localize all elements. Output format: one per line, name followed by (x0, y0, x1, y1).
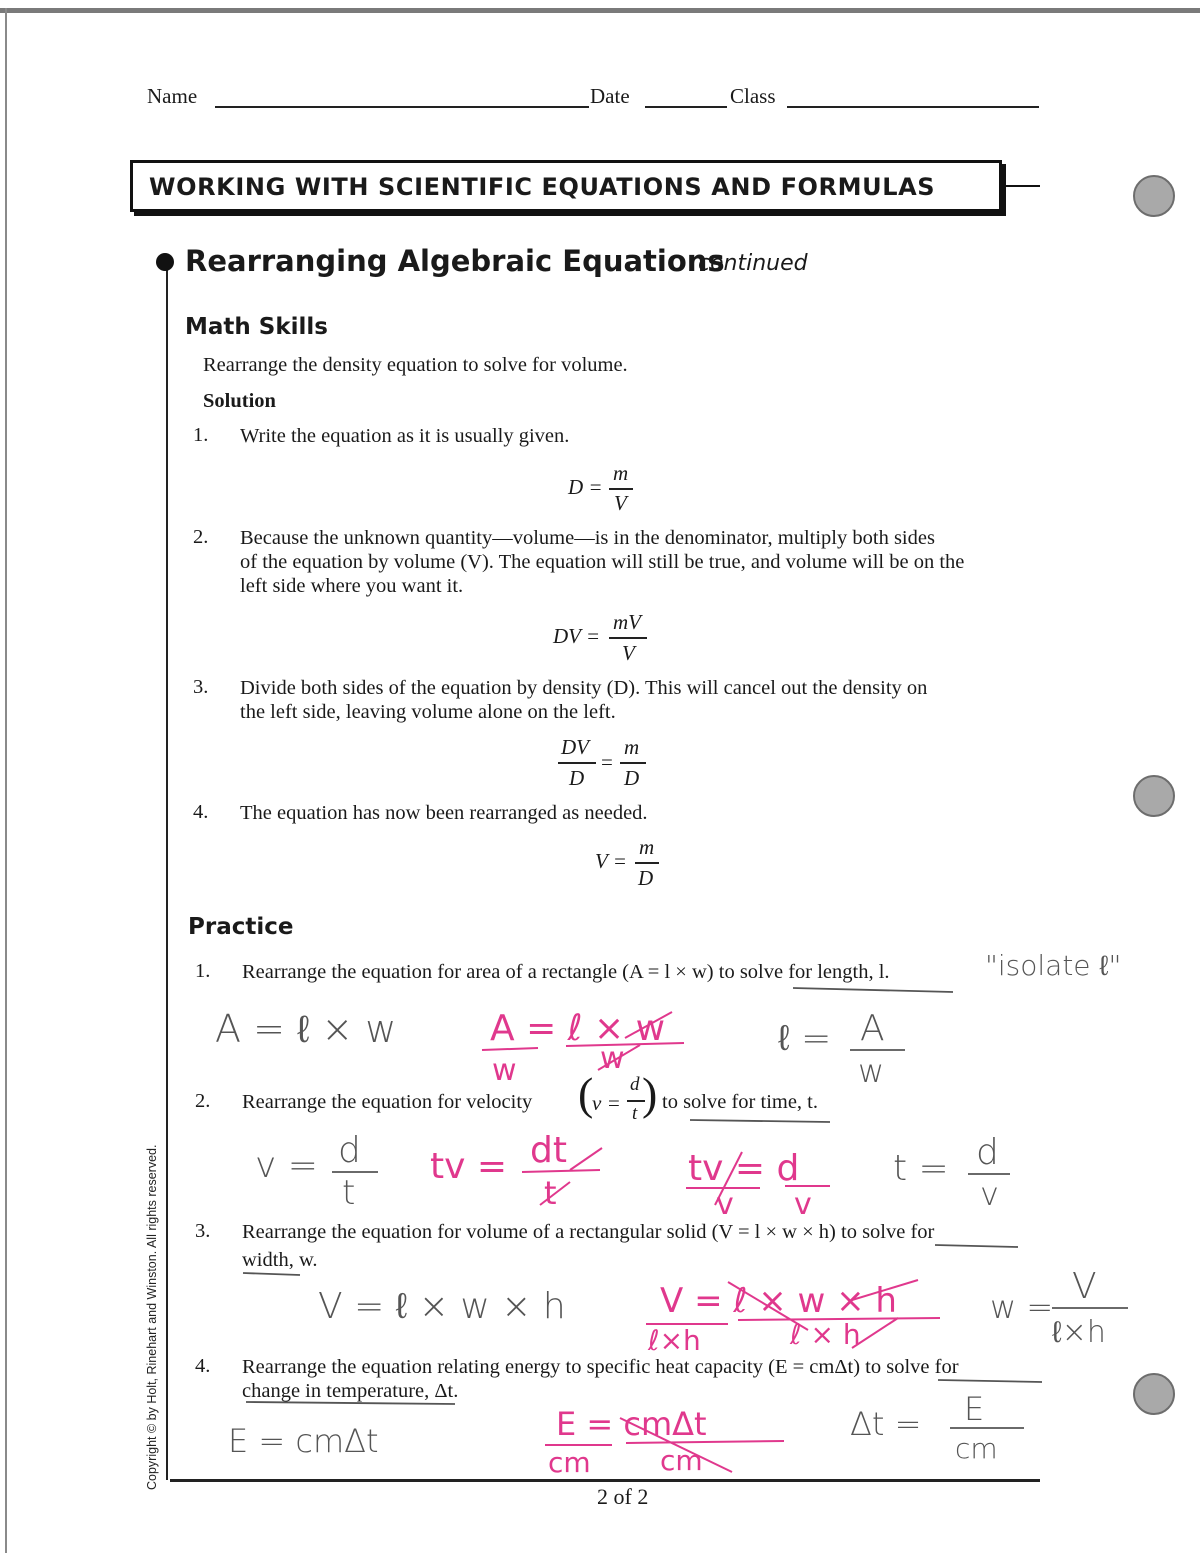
hw-p4-b-den-left: cm (548, 1446, 591, 1479)
step-2-eq-left: DV = (553, 624, 601, 648)
pink-cancel-stroke (570, 1148, 602, 1170)
practice-4-number: 4. (195, 1355, 211, 1377)
pencil-underline (243, 1273, 300, 1275)
step-2-eq-numerator: mV (613, 610, 641, 634)
step-3-eq-equals: = (601, 750, 613, 774)
step-2-eq-denominator: V (622, 641, 635, 665)
hw-isolate-note: "isolate ℓ" (985, 949, 1122, 982)
hw-p2-a-num: d (338, 1130, 361, 1171)
section-title: Rearranging Algebraic Equations (185, 244, 725, 278)
hw-p2-d-num: d (976, 1132, 999, 1173)
class-label: Class (730, 84, 776, 108)
practice-2-paren-numerator: d (630, 1074, 640, 1095)
copyright-notice: Copyright © by Holt, Rinehart and Winston. All rights reserved. (145, 1144, 159, 1490)
step-3-number: 3. (193, 676, 209, 698)
hw-p1-b: A = ℓ × w (490, 1008, 666, 1049)
name-label: Name (147, 84, 198, 108)
step-3-eq-right-denominator: D (624, 766, 640, 790)
page-number: 2 of 2 (597, 1484, 649, 1509)
practice-heading: Practice (188, 914, 294, 940)
math-skills-heading: Math Skills (185, 314, 328, 340)
step-2-number: 2. (193, 526, 209, 548)
solution-label: Solution (203, 390, 276, 412)
hw-p4-c-left: Δt = (850, 1405, 922, 1443)
step-2-text-line-3: left side where you want it. (240, 575, 464, 597)
pencil-underline (935, 1245, 1018, 1247)
practice-2-paren-left: v = (592, 1091, 621, 1115)
hw-p3-a: V = ℓ × w × h (318, 1286, 566, 1327)
pencil-underline (938, 1380, 1042, 1382)
hw-p2-d-den: v (980, 1175, 999, 1213)
hw-p1-b-den-right: w (600, 1041, 625, 1076)
practice-4-text-line-2: change in temperature, Δt. (242, 1380, 459, 1402)
step-4-eq-left: V = (595, 849, 627, 873)
practice-2-number: 2. (195, 1090, 211, 1112)
hw-p2-a-left: v = (255, 1145, 318, 1186)
pencil-underline (690, 1120, 830, 1122)
hw-p3-c-den: ℓ×h (1052, 1315, 1106, 1350)
step-3-eq-left-numerator: DV (561, 735, 589, 759)
hw-p4-a: E = cmΔt (228, 1422, 379, 1460)
hw-p2-c-den-right: v (794, 1187, 812, 1222)
practice-1-number: 1. (195, 960, 211, 982)
hw-p2-d-left: t = (893, 1148, 949, 1189)
hw-p4-c-den: cm (955, 1432, 998, 1465)
hw-p4-b-den-right: cm (660, 1444, 703, 1477)
banner-title: WORKING WITH SCIENTIFIC EQUATIONS AND FORMULAS (149, 173, 936, 201)
step-1-text: Write the equation as it is usually given. (240, 425, 570, 447)
step-1-eq-numerator: m (613, 461, 629, 485)
hw-p3-b-den-left: ℓ×h (648, 1324, 701, 1357)
hw-p2-b-den: t (544, 1174, 557, 1212)
step-2-text-line-1: Because the unknown quantity—volume—is in the denominator, multiply both sides (240, 527, 935, 549)
hw-p1-c-left: ℓ = (778, 1018, 832, 1059)
step-4-number: 4. (193, 801, 209, 823)
hw-p3-c-left: w = (990, 1288, 1054, 1326)
pencil-underline (246, 1402, 455, 1404)
practice-2-text-tail: to solve for time, t. (662, 1091, 819, 1113)
hw-p4-b: E = cmΔt (556, 1405, 707, 1443)
step-1-eq-left: D = (568, 475, 603, 499)
step-1-number: 1. (193, 424, 209, 446)
hw-p3-b-den-right: ℓ × h (790, 1318, 861, 1351)
hw-p1-c-den: w (858, 1052, 885, 1090)
practice-2-paren-denominator: t (632, 1103, 638, 1124)
hw-p1-b-den-left: w (492, 1053, 517, 1088)
hw-p1-a: A = ℓ × w (215, 1007, 397, 1051)
paren-close: ) (642, 1068, 658, 1119)
hw-p3-b: V = ℓ × w × h (660, 1281, 897, 1321)
math-skills-prompt: Rearrange the density equation to solve for volume. (203, 354, 628, 376)
step-3-eq-left-denominator: D (569, 766, 585, 790)
hw-p1-c-num: A (860, 1008, 885, 1049)
step-4-text: The equation has now been rearranged as needed. (240, 802, 648, 824)
hw-p2-c-den-left: v (716, 1187, 734, 1222)
hw-p4-c-num: E (964, 1390, 985, 1428)
step-3-text-line-1: Divide both sides of the equation by density (D). This will cancel out the density on (240, 677, 928, 699)
practice-1-text: Rearrange the equation for area of a rectangle (A = l × w) to solve for length, l. (242, 961, 890, 983)
practice-3-number: 3. (195, 1220, 211, 1242)
paren-open: ( (578, 1068, 594, 1119)
hw-p2-a-den: t (342, 1173, 356, 1213)
hw-p2-b-num: dt (530, 1130, 567, 1171)
hw-p3-c-num: V (1072, 1266, 1097, 1307)
practice-3-text-line-2: width, w. (242, 1249, 318, 1271)
date-label: Date (590, 84, 630, 108)
pencil-underline (793, 988, 953, 992)
step-1-eq-denominator: V (614, 491, 627, 515)
section-continued: continued (698, 251, 808, 276)
step-3-text-line-2: the left side, leaving volume alone on the left. (240, 701, 616, 723)
step-2-text-line-2: of the equation by volume (V). The equation will still be true, and volume will be on the (240, 551, 965, 573)
hw-p2-c: tv = d (688, 1148, 800, 1189)
hw-p2-b-left: tv = (430, 1146, 508, 1187)
step-3-eq-right-numerator: m (624, 735, 640, 759)
practice-2-text: Rearrange the equation for velocity (242, 1091, 533, 1113)
practice-4-text-line-1: Rearrange the equation relating energy to specific heat capacity (E = cmΔt) to solve for (242, 1356, 959, 1378)
step-4-eq-numerator: m (639, 835, 655, 859)
practice-3-text-line-1: Rearrange the equation for volume of a rectangular solid (V = l × w × h) to solve for (242, 1221, 935, 1243)
step-4-eq-denominator: D (638, 866, 654, 890)
